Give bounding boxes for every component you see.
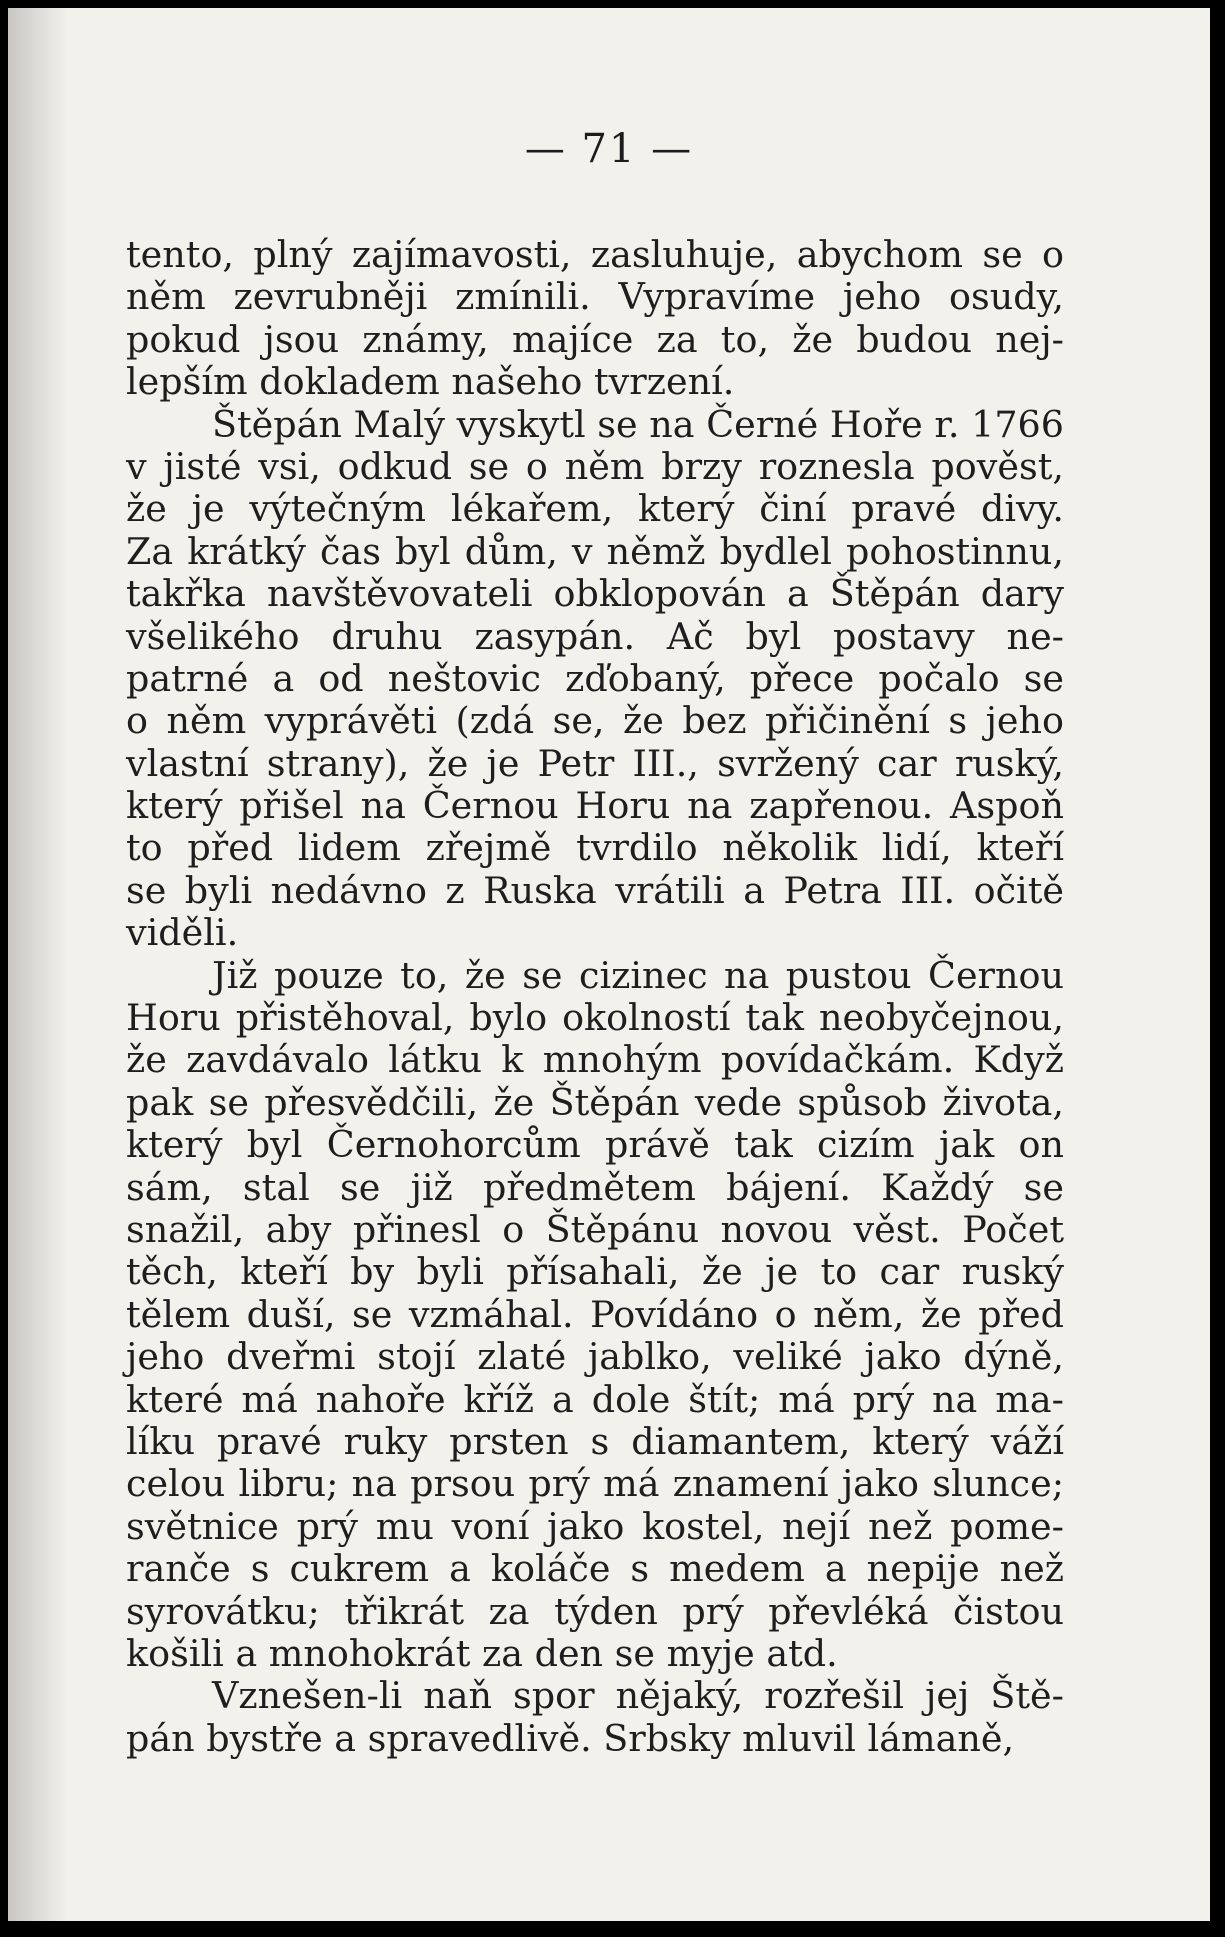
text-line: jeho dveřmi stojí zlaté jablko, veliké jako dýně, [126,1335,1064,1379]
text-line: Již pouze to, že se cizinec na pustou Černou [212,953,1064,997]
text-line: to před lidem zřejmě tvrdilo několik lidí, kteří [126,826,1064,870]
text-line: který přišel na Černou Horu na zapřenou. Aspoň [126,784,1064,828]
paragraph [126,1675,1064,1760]
text-line: Horu přistěhoval, bylo okolností tak neobyčejnou, [126,996,1064,1040]
text-line: tento, plný zajímavosti, zasluhuje, abychom se o [126,233,1064,276]
page-edge-shadow [8,8,68,1921]
text-line: že zavdávalo látku k mnohým povídačkám. Když [126,1038,1064,1082]
book-page [8,8,1210,1921]
text-line: se byli nedávno z Ruska vrátili a Petra III. očitě [126,868,1064,912]
text-line: vlastní strany), že je Petr III., svržený car ruský, [126,741,1064,785]
text-line: Za krátký čas byl dům, v němž bydlel pohostinnu, [126,529,1064,573]
text-line: světnice prý mu voní jako kostel, nejí než pome- [126,1504,1064,1548]
page-number: — 71 — [524,126,694,172]
text-line: celou libru; na prsou prý má znamení jako slunce; [126,1462,1064,1506]
text-line: takřka navštěvovateli obklopován a Štěpán dary [126,572,1064,616]
text-line: pak se přesvědčili, že Štěpán vede spůsob života, [126,1080,1064,1124]
text-line: lepším dokladem našeho tvrzení. [126,360,735,404]
text-line: syrovátku; třikrát za týden prý převléká čistou [126,1589,1064,1633]
paragraph [126,955,1064,1676]
text-line: něm zevrubněji zmínili. Vypravíme jeho osudy, [126,275,1064,319]
text-line: tělem duší, se vzmáhal. Povídáno o něm, že před [126,1292,1064,1336]
text-line: který byl Černohorcům právě tak cizím jak on [126,1123,1064,1167]
text-line: Vznešen-li naň spor nějaký, rozřešil jej Ště- [212,1674,1064,1718]
text-line: pán bystře a spravedlivě. Srbsky mluvil lámaně, [126,1716,1015,1760]
text-line: o něm vyprávěti (zdá se, že bez přičinění s jeho [126,699,1064,743]
text-line: v jisté vsi, odkud se o něm brzy roznesla pověst, [126,444,1064,488]
text-line: které má nahoře kříž a dole štít; má prý na ma- [126,1377,1064,1421]
text-line: košili a mnohokrát za den se myje atd. [126,1631,838,1675]
text-line: těch, kteří by byli přísahali, že je to car ruský [126,1250,1064,1294]
text-line: sám, stal se již předmětem bájení. Každý se [126,1165,1064,1209]
paragraph [126,404,1064,955]
text-line: líku pravé ruky prsten s diamantem, který váží [126,1419,1064,1463]
text-line: že je výtečným lékařem, který činí pravé divy. [126,487,1064,531]
text-line: Štěpán Malý vyskytl se na Černé Hoře r. 1766 [212,402,1064,446]
paragraph [126,234,1064,404]
body-text [126,234,1064,1760]
text-line: všelikého druhu zasypán. Ač byl postavy ne- [126,614,1064,658]
text-line: patrné a od neštovic zďobaný, přece počalo se [126,656,1064,700]
text-line: pokud jsou známy, majíce za to, že budou nej- [126,317,1064,361]
text-line: snažil, aby přinesl o Štěpánu novou věst. Počet [126,1207,1064,1251]
text-line: ranče s cukrem a koláče s medem a nepije než [126,1547,1064,1591]
text-line: viděli. [126,911,239,955]
